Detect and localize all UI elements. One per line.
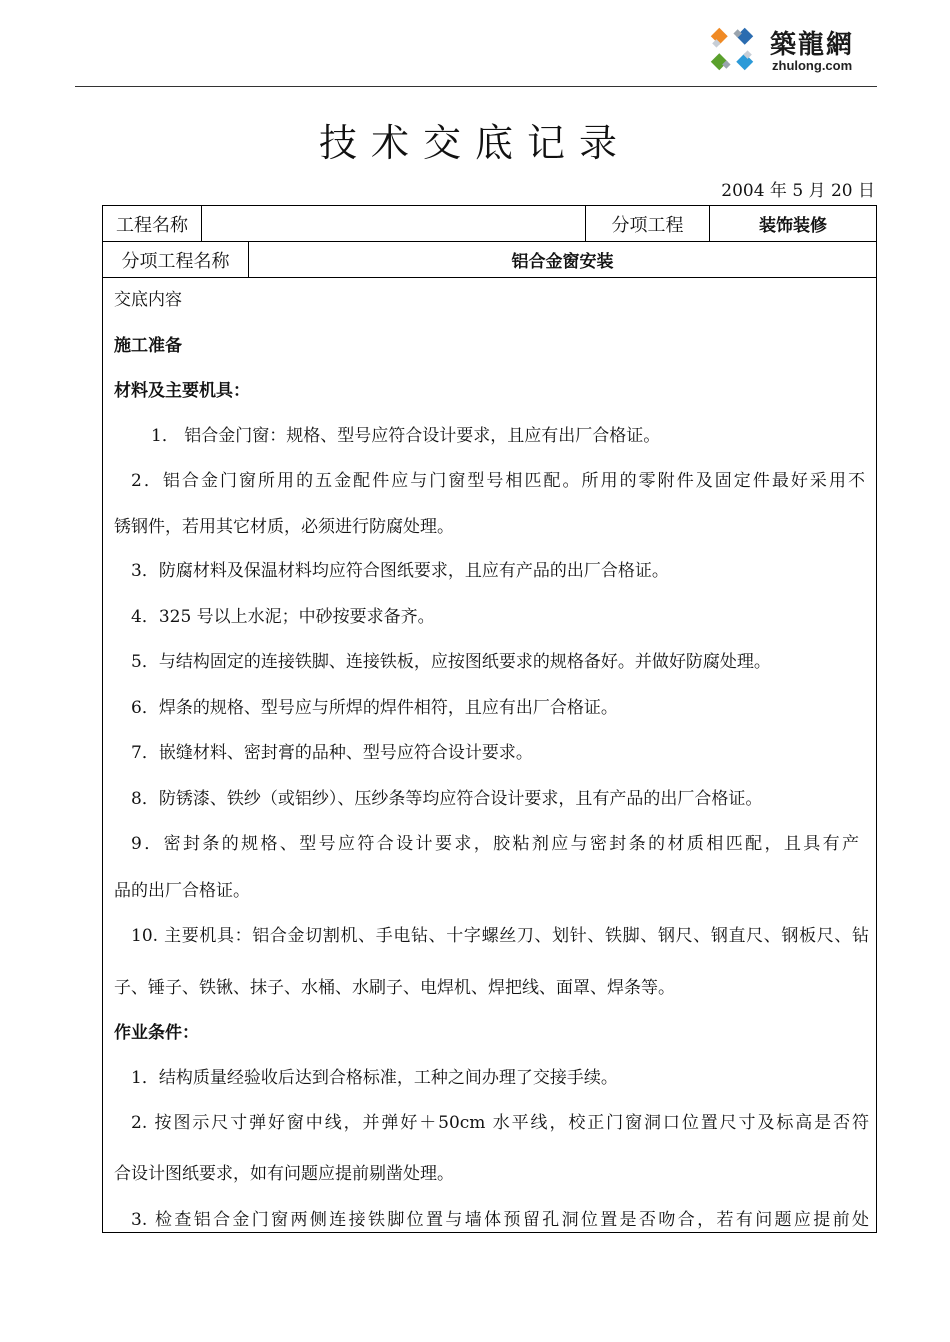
material-item-10-line1: 10. 主要机具：铝合金切割机、手电钻、十字螺丝刀、划针、铁脚、钢尺、钢直尺、钢板尺、钻 xyxy=(131,926,869,946)
document-date: 2004 年 5 月 20 日 xyxy=(721,181,875,201)
sub-project-value: 装饰装修 xyxy=(709,206,876,241)
material-item-6: 6．焊条的规格、型号应与所焊的焊件相符，且应有出厂合格证。 xyxy=(131,698,618,718)
project-name-value xyxy=(201,206,585,241)
material-item-3: 3．防腐材料及保温材料均应符合图纸要求，且应有产品的出厂合格证。 xyxy=(131,561,669,581)
project-name-label: 工程名称 xyxy=(116,214,188,236)
table-row-project xyxy=(103,206,876,242)
material-item-7: 7．嵌缝材料、密封膏的品种、型号应符合设计要求。 xyxy=(131,743,533,763)
material-item-9-line1: 9．密封条的规格、型号应符合设计要求，胶粘剂应与密封条的材质相匹配，且具有产 xyxy=(131,834,859,854)
material-item-1: 1． 铝合金门窗：规格、型号应符合设计要求，且应有出厂合格证。 xyxy=(151,426,661,446)
zhulong-logo xyxy=(700,18,880,80)
document-title: 技术交底记录 xyxy=(318,121,631,165)
logo-chinese-name: 築龍網 xyxy=(770,30,855,60)
material-item-4: 4．325 号以上水泥；中砂按要求备齐。 xyxy=(131,607,435,627)
material-item-9-line2: 品的出厂合格证。 xyxy=(114,881,250,901)
content-intro: 交底内容 xyxy=(114,290,182,310)
material-item-5: 5．与结构固定的连接铁脚、连接铁板，应按图纸要求的规格备好。并做好防腐处理。 xyxy=(131,652,771,672)
material-item-8: 8．防锈漆、铁纱（或铝纱）、压纱条等均应符合设计要求，且有产品的出厂合格证。 xyxy=(131,789,763,809)
zhulong-emblem-icon xyxy=(700,18,764,80)
sub-project-name-label: 分项工程名称 xyxy=(121,250,230,272)
material-item-2-line1: 2．铝合金门窗所用的五金配件应与门窗型号相匹配。所用的零附件及固定件最好采用不 xyxy=(131,471,865,491)
section-heading-materials: 材料及主要机具： xyxy=(114,381,250,401)
logo-domain: zhulong.com xyxy=(772,58,853,73)
section-heading-conditions: 作业条件： xyxy=(114,1023,199,1043)
condition-item-3-line1: 3. 检查铝合金门窗两侧连接铁脚位置与墙体预留孔洞位置是否吻合，若有问题应提前处 xyxy=(131,1210,869,1230)
material-item-2-line2: 锈钢件，若用其它材质，必须进行防腐处理。 xyxy=(114,517,454,537)
condition-item-2-line2: 合设计图纸要求，如有问题应提前剔凿处理。 xyxy=(114,1164,454,1184)
section-heading-preparation: 施工准备 xyxy=(114,336,182,356)
sub-project-name-value: 铝合金窗安装 xyxy=(248,242,876,277)
condition-item-1: 1．结构质量经验收后达到合格标准，工种之间办理了交接手续。 xyxy=(131,1068,618,1088)
table-row-subproject xyxy=(103,242,876,278)
header-divider xyxy=(75,86,877,87)
disclosure-table xyxy=(102,205,877,1233)
condition-item-2-line1: 2. 按图示尺寸弹好窗中线，并弹好＋50cm 水平线，校正门窗洞口位置尺寸及标高是否符 xyxy=(131,1113,869,1133)
sub-project-label: 分项工程 xyxy=(585,206,709,241)
material-item-10-line2: 子、锤子、铁锹、抹子、水桶、水刷子、电焊机、焊把线、面罩、焊条等。 xyxy=(114,978,675,998)
